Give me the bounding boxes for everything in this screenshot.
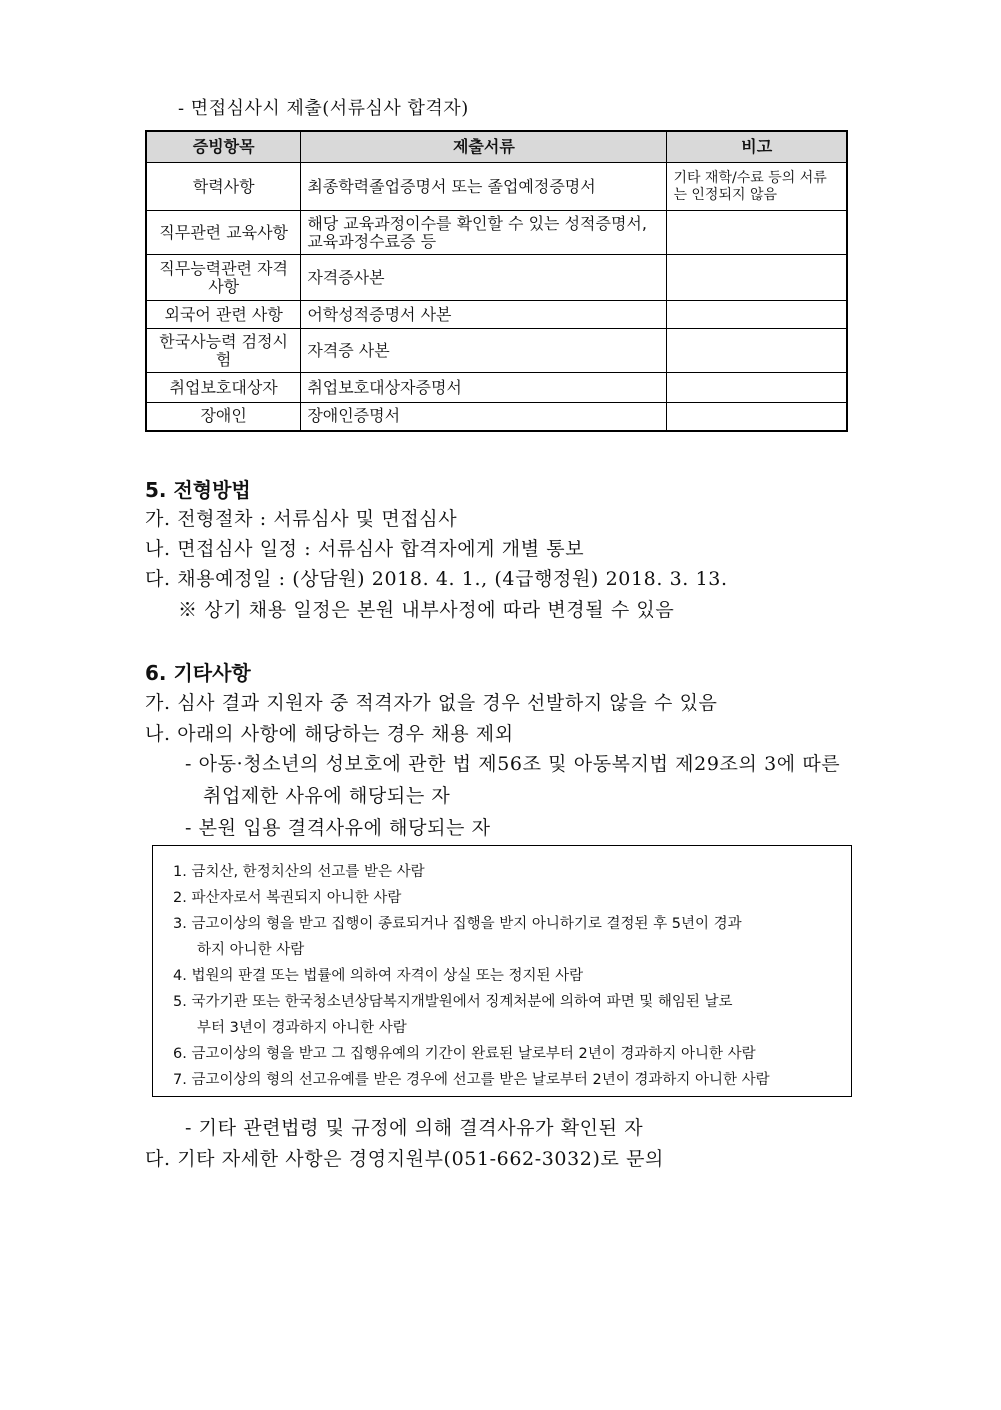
row-item: 한국사능력 검정시험 <box>146 329 301 373</box>
section-6-title: 6. 기타사항 <box>145 661 251 685</box>
row-note <box>667 255 847 301</box>
table-header-row <box>146 131 847 163</box>
section-5-notice: ※ 상기 채용 일정은 본원 내부사정에 따라 변경될 수 있음 <box>178 599 675 621</box>
row-item: 학력사항 <box>146 163 301 211</box>
row-note <box>667 329 847 373</box>
section-6-line: - 아동·청소년의 성보호에 관한 법 제56조 및 아동복지법 제29조의 3에 따른 <box>185 753 841 775</box>
row-note <box>667 211 847 255</box>
section-5-line: 가. 전형절차 : 서류심사 및 면접심사 <box>145 508 458 530</box>
list-item-continued: 하지 아니한 사람 <box>197 942 305 958</box>
row-document: 자격증사본 <box>301 255 667 301</box>
row-item: 외국어 관련 사항 <box>146 301 301 329</box>
table-row <box>146 329 847 373</box>
required-documents-table <box>145 130 848 432</box>
table-row <box>146 301 847 329</box>
section-5-title: 5. 전형방법 <box>145 478 251 502</box>
section-5-line: 나. 면접심사 일정 : 서류심사 합격자에게 개별 통보 <box>145 538 585 560</box>
list-item: 4. 법원의 판결 또는 법률에 의하여 자격이 상실 또는 정지된 사람 <box>173 968 584 984</box>
row-note <box>667 301 847 329</box>
section-6-line: 가. 심사 결과 지원자 중 적격자가 없을 경우 선발하지 않을 수 있음 <box>145 692 718 714</box>
row-item: 직무능력관련 자격사항 <box>146 255 301 301</box>
row-note <box>667 403 847 431</box>
row-item: 취업보호대상자 <box>146 373 301 403</box>
list-item: 2. 파산자로서 복권되지 아니한 사람 <box>173 890 402 906</box>
section-6-contact-line: 다. 기타 자세한 사항은 경영지원부(051-662-3032)로 문의 <box>145 1148 665 1170</box>
header-note: 비고 <box>667 131 847 163</box>
row-document: 최종학력졸업증명서 또는 졸업예정증명서 <box>301 163 667 211</box>
row-note <box>667 373 847 403</box>
row-note: 기타 재학/수료 등의 서류는 인정되지 않음 <box>667 163 847 211</box>
table-row <box>146 403 847 431</box>
row-document: 해당 교육과정이수를 확인할 수 있는 성적증명서, 교육과정수료증 등 <box>301 211 667 255</box>
row-document: 취업보호대상자증명서 <box>301 373 667 403</box>
submission-note: - 면접심사시 제출(서류심사 합격자) <box>178 98 469 119</box>
header-document: 제출서류 <box>301 131 667 163</box>
list-item: 7. 금고이상의 형의 선고유예를 받은 경우에 선고를 받은 날로부터 2년이 경과하지 아니한 사람 <box>173 1072 770 1088</box>
row-document: 어학성적증명서 사본 <box>301 301 667 329</box>
table-row <box>146 211 847 255</box>
table-row <box>146 373 847 403</box>
row-document: 자격증 사본 <box>301 329 667 373</box>
section-5-line: 다. 채용예정일 : (상담원) 2018. 4. 1., (4급행정원) 2018. 3. 13. <box>145 568 728 590</box>
section-6-line: - 본원 입용 결격사유에 해당되는 자 <box>185 817 491 839</box>
row-item: 직무관련 교육사항 <box>146 211 301 255</box>
list-item: 6. 금고이상의 형을 받고 그 집행유예의 기간이 완료된 날로부터 2년이 경과하지 아니한 사람 <box>173 1046 756 1062</box>
table-row <box>146 255 847 301</box>
list-item: 3. 금고이상의 형을 받고 집행이 종료되거나 집행을 받지 아니하기로 결정된 후 5년이 경과 <box>173 916 742 932</box>
section-6-line: 나. 아래의 사항에 해당하는 경우 채용 제외 <box>145 723 514 745</box>
list-item-continued: 부터 3년이 경과하지 아니한 사람 <box>197 1020 407 1036</box>
section-6-line: 취업제한 사유에 해당되는 자 <box>203 785 451 807</box>
table-row <box>146 163 847 211</box>
list-item: 5. 국가기관 또는 한국청소년상담복지개발원에서 징계처분에 의하여 파면 및 해임된 날로 <box>173 994 733 1010</box>
section-6-line: - 기타 관련법령 및 규정에 의해 결격사유가 확인된 자 <box>185 1117 644 1139</box>
row-document: 장애인증명서 <box>301 403 667 431</box>
header-item: 증빙항목 <box>146 131 301 163</box>
disqualification-list-box <box>152 845 852 1097</box>
row-item: 장애인 <box>146 403 301 431</box>
list-item: 1. 금치산, 한정치산의 선고를 받은 사람 <box>173 864 425 880</box>
